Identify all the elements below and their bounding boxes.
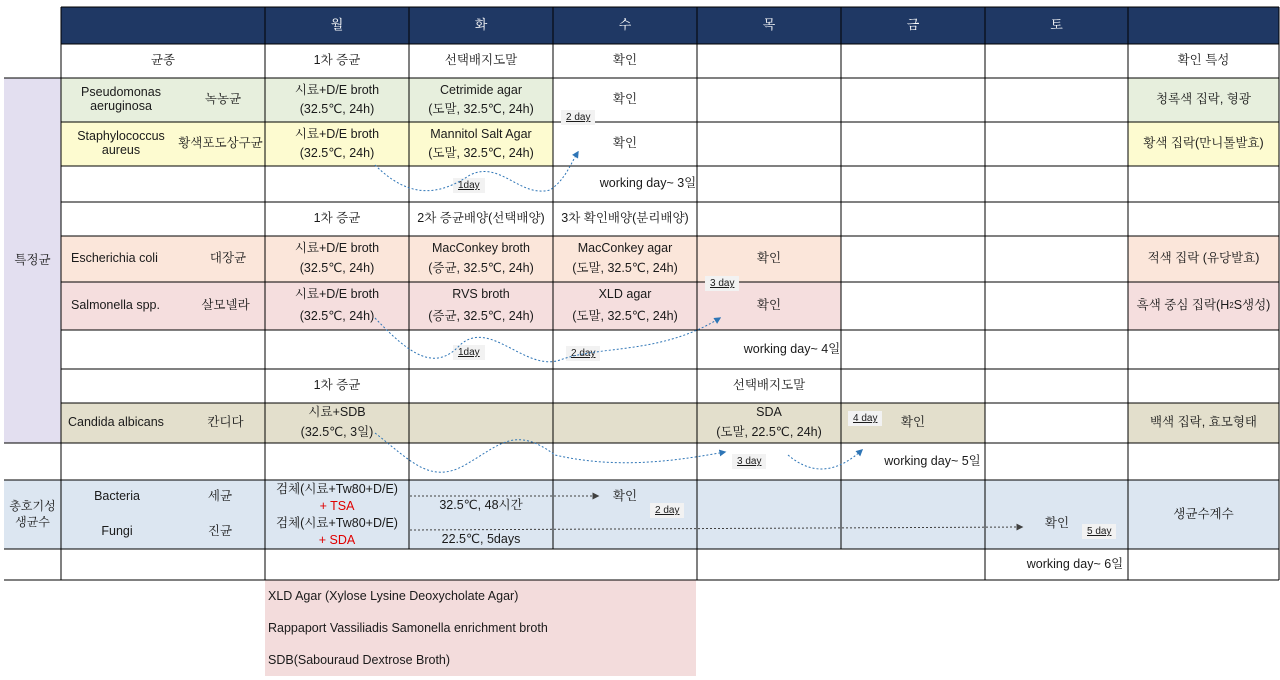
strain-bacteria: Bacteria — [94, 489, 140, 504]
day-tue: 화 — [474, 17, 488, 33]
strain-ca-korean: 칸디다 — [207, 415, 244, 430]
pa-wed: 확인 — [612, 92, 638, 107]
sa-wed: 확인 — [612, 136, 638, 151]
sal-wed — [553, 282, 697, 330]
g2-tag-3day: 3 day — [705, 276, 739, 291]
g1-tag-1day: 1day — [453, 178, 485, 193]
g4-tag-2day: 2 day — [650, 503, 684, 518]
day-wed: 수 — [618, 17, 632, 33]
pa-tue-l1: Cetrimide agar — [440, 82, 522, 97]
pa-mon-l2: (32.5℃, 24h) — [299, 101, 375, 116]
strain-pa-korean: 녹농균 — [204, 92, 242, 107]
sa-mon — [265, 122, 409, 166]
ec-mon — [265, 236, 409, 282]
sal-tue — [409, 282, 553, 330]
side-label-tamc-l1: 총호기성 — [9, 498, 56, 513]
ca-mon-l2: (32.5℃, 3일) — [300, 425, 374, 439]
strain-sal: Salmonella spp. — [71, 298, 160, 313]
ca-thu — [697, 403, 841, 443]
col-mon-header: 1차 증균 — [313, 53, 361, 68]
wed-bacteria: 확인 — [612, 489, 638, 504]
sal-tue-l1: RVS broth — [452, 287, 510, 302]
strain-ec: Escherichia coli — [71, 251, 158, 266]
g2-tag-2day: 2 day — [566, 346, 600, 361]
sa-tue — [409, 122, 553, 166]
mon-bacteria-l2: + TSA — [319, 498, 355, 513]
g4-tag-5day: 5 day — [1082, 524, 1116, 539]
strain-sa-korean: 황색포도상구균 — [178, 136, 263, 151]
g3-thu-header: 선택배지도말 — [732, 378, 806, 393]
sa-tue-l2: (도말, 32.5℃, 24h) — [428, 145, 534, 160]
ec-tue-l1: MacConkey broth — [432, 241, 530, 256]
sal-wed-l1: XLD agar — [598, 287, 652, 302]
strain-sa-l1: Staphylococcus — [77, 129, 165, 144]
sal-thu: 확인 — [756, 298, 782, 313]
sal-wed-l2: (도말, 32.5℃, 24h) — [572, 309, 678, 323]
tue-bacteria: 32.5℃, 48시간 — [439, 498, 523, 513]
sal-feature-sub: 2 — [1229, 300, 1234, 310]
ec-wed — [553, 236, 697, 282]
mon-bacteria-l1: 검체(시료+Tw80+D/E) — [276, 481, 398, 496]
col-strain-header: 균종 — [150, 53, 176, 68]
g4-working-day: working day~ 6일 — [1026, 556, 1124, 571]
strain-sal-korean: 살모넬라 — [201, 298, 250, 313]
strain-ca: Candida albicans — [68, 415, 164, 430]
ca-mon — [265, 403, 409, 443]
tue-fungi: 22.5℃, 5days — [441, 532, 521, 547]
g1-working-day: working day~ 3일 — [599, 176, 697, 191]
strain-fungi-korean: 진균 — [207, 524, 233, 539]
mon-fungi-l1: 검체(시료+Tw80+D/E) — [276, 515, 398, 530]
g3-tag-3day: 3 day — [732, 454, 766, 469]
strain-pa-l2: aeruginosa — [90, 99, 152, 113]
side-label-tamc — [4, 480, 61, 549]
note-sdb: SDB(Sabouraud Dextrose Broth) — [268, 653, 451, 667]
g3-tag-4day: 4 day — [848, 411, 882, 426]
ec-thu: 확인 — [756, 251, 782, 266]
g2-wed-header: 3차 확인배양(분리배양) — [561, 211, 689, 226]
ec-tue — [409, 236, 553, 282]
side-label-tamc-l2: 생균수 — [15, 515, 50, 529]
strain-pa — [61, 78, 181, 122]
g1-tag-2day: 2 day — [561, 110, 595, 125]
sa-mon-l1: 시료+D/E broth — [294, 126, 380, 141]
day-sat: 토 — [1050, 17, 1063, 33]
g2-tue-header: 2차 증균배양(선택배양) — [417, 211, 545, 226]
pa-tue-l2: (도말, 32.5℃, 24h) — [428, 101, 534, 116]
g2-mon-header: 1차 증균 — [313, 211, 361, 226]
ec-mon-l2: (32.5℃, 24h) — [299, 261, 375, 275]
day-thu: 목 — [762, 17, 776, 33]
strain-ec-korean: 대장균 — [209, 251, 247, 266]
day-fri: 금 — [906, 17, 920, 33]
ca-thu-l1: SDA — [756, 405, 782, 420]
sal-feature-pre: 흑색 중심 집락(H — [1136, 298, 1230, 313]
sa-mon-l2: (32.5℃, 24h) — [299, 145, 375, 160]
pa-mon — [265, 78, 409, 122]
strain-fungi: Fungi — [101, 524, 133, 539]
pa-feature: 청록색 집락, 형광 — [1156, 92, 1251, 107]
tamc-feature: 생균수계수 — [1173, 506, 1234, 521]
col-wed-header: 확인 — [612, 53, 638, 68]
strain-bacteria-korean: 세균 — [207, 489, 233, 504]
ec-mon-l1: 시료+D/E broth — [294, 241, 380, 256]
g3-mon-header: 1차 증균 — [313, 378, 361, 393]
g2-working-day: working day~ 4일 — [743, 341, 841, 356]
mon-fungi-l2: + SDA — [318, 532, 356, 547]
sal-mon — [265, 282, 409, 330]
strain-sa — [61, 122, 181, 166]
sal-feature-post: S생성) — [1233, 298, 1271, 313]
strain-pa-l1: Pseudomonas — [81, 85, 161, 100]
sal-mon-l1: 시료+D/E broth — [294, 287, 380, 302]
col-feature-header: 확인 특성 — [1177, 53, 1230, 68]
strain-sa-l2: aureus — [101, 143, 141, 157]
side-label-specific: 특정균 — [14, 252, 51, 267]
pa-tue — [409, 78, 553, 122]
g3-working-day: working day~ 5일 — [884, 453, 981, 468]
g2-tag-1day: 1day — [453, 345, 485, 360]
sal-feature — [1128, 282, 1279, 330]
sa-feature: 황색 집락(만니톨발효) — [1143, 136, 1264, 151]
sat-fungi: 확인 — [1044, 516, 1070, 531]
ec-feature: 적색 집락 (유당발효) — [1147, 251, 1260, 266]
sa-tue-l1: Mannitol Salt Agar — [430, 126, 532, 141]
ca-mon-l1: 시료+SDB — [308, 405, 366, 420]
pa-mon-l1: 시료+D/E broth — [294, 82, 380, 97]
day-mon: 월 — [330, 17, 344, 33]
ca-fri: 확인 — [900, 415, 926, 430]
ca-feature: 백색 집락, 효모형태 — [1149, 415, 1258, 430]
note-xld: XLD Agar (Xylose Lysine Deoxycholate Agar) — [268, 589, 519, 603]
col-tue-header: 선택배지도말 — [444, 53, 518, 68]
sal-tue-l2: (증균, 32.5℃, 24h) — [428, 309, 534, 323]
ec-wed-l1: MacConkey agar — [577, 241, 673, 256]
sal-mon-l2: (32.5℃, 24h) — [299, 309, 375, 323]
ec-wed-l2: (도말, 32.5℃, 24h) — [572, 261, 678, 275]
ca-thu-l2: (도말, 22.5℃, 24h) — [716, 425, 822, 439]
ec-tue-l2: (증균, 32.5℃, 24h) — [428, 261, 534, 275]
note-rvs: Rappaport Vassiliadis Samonella enrichment broth — [268, 621, 548, 635]
